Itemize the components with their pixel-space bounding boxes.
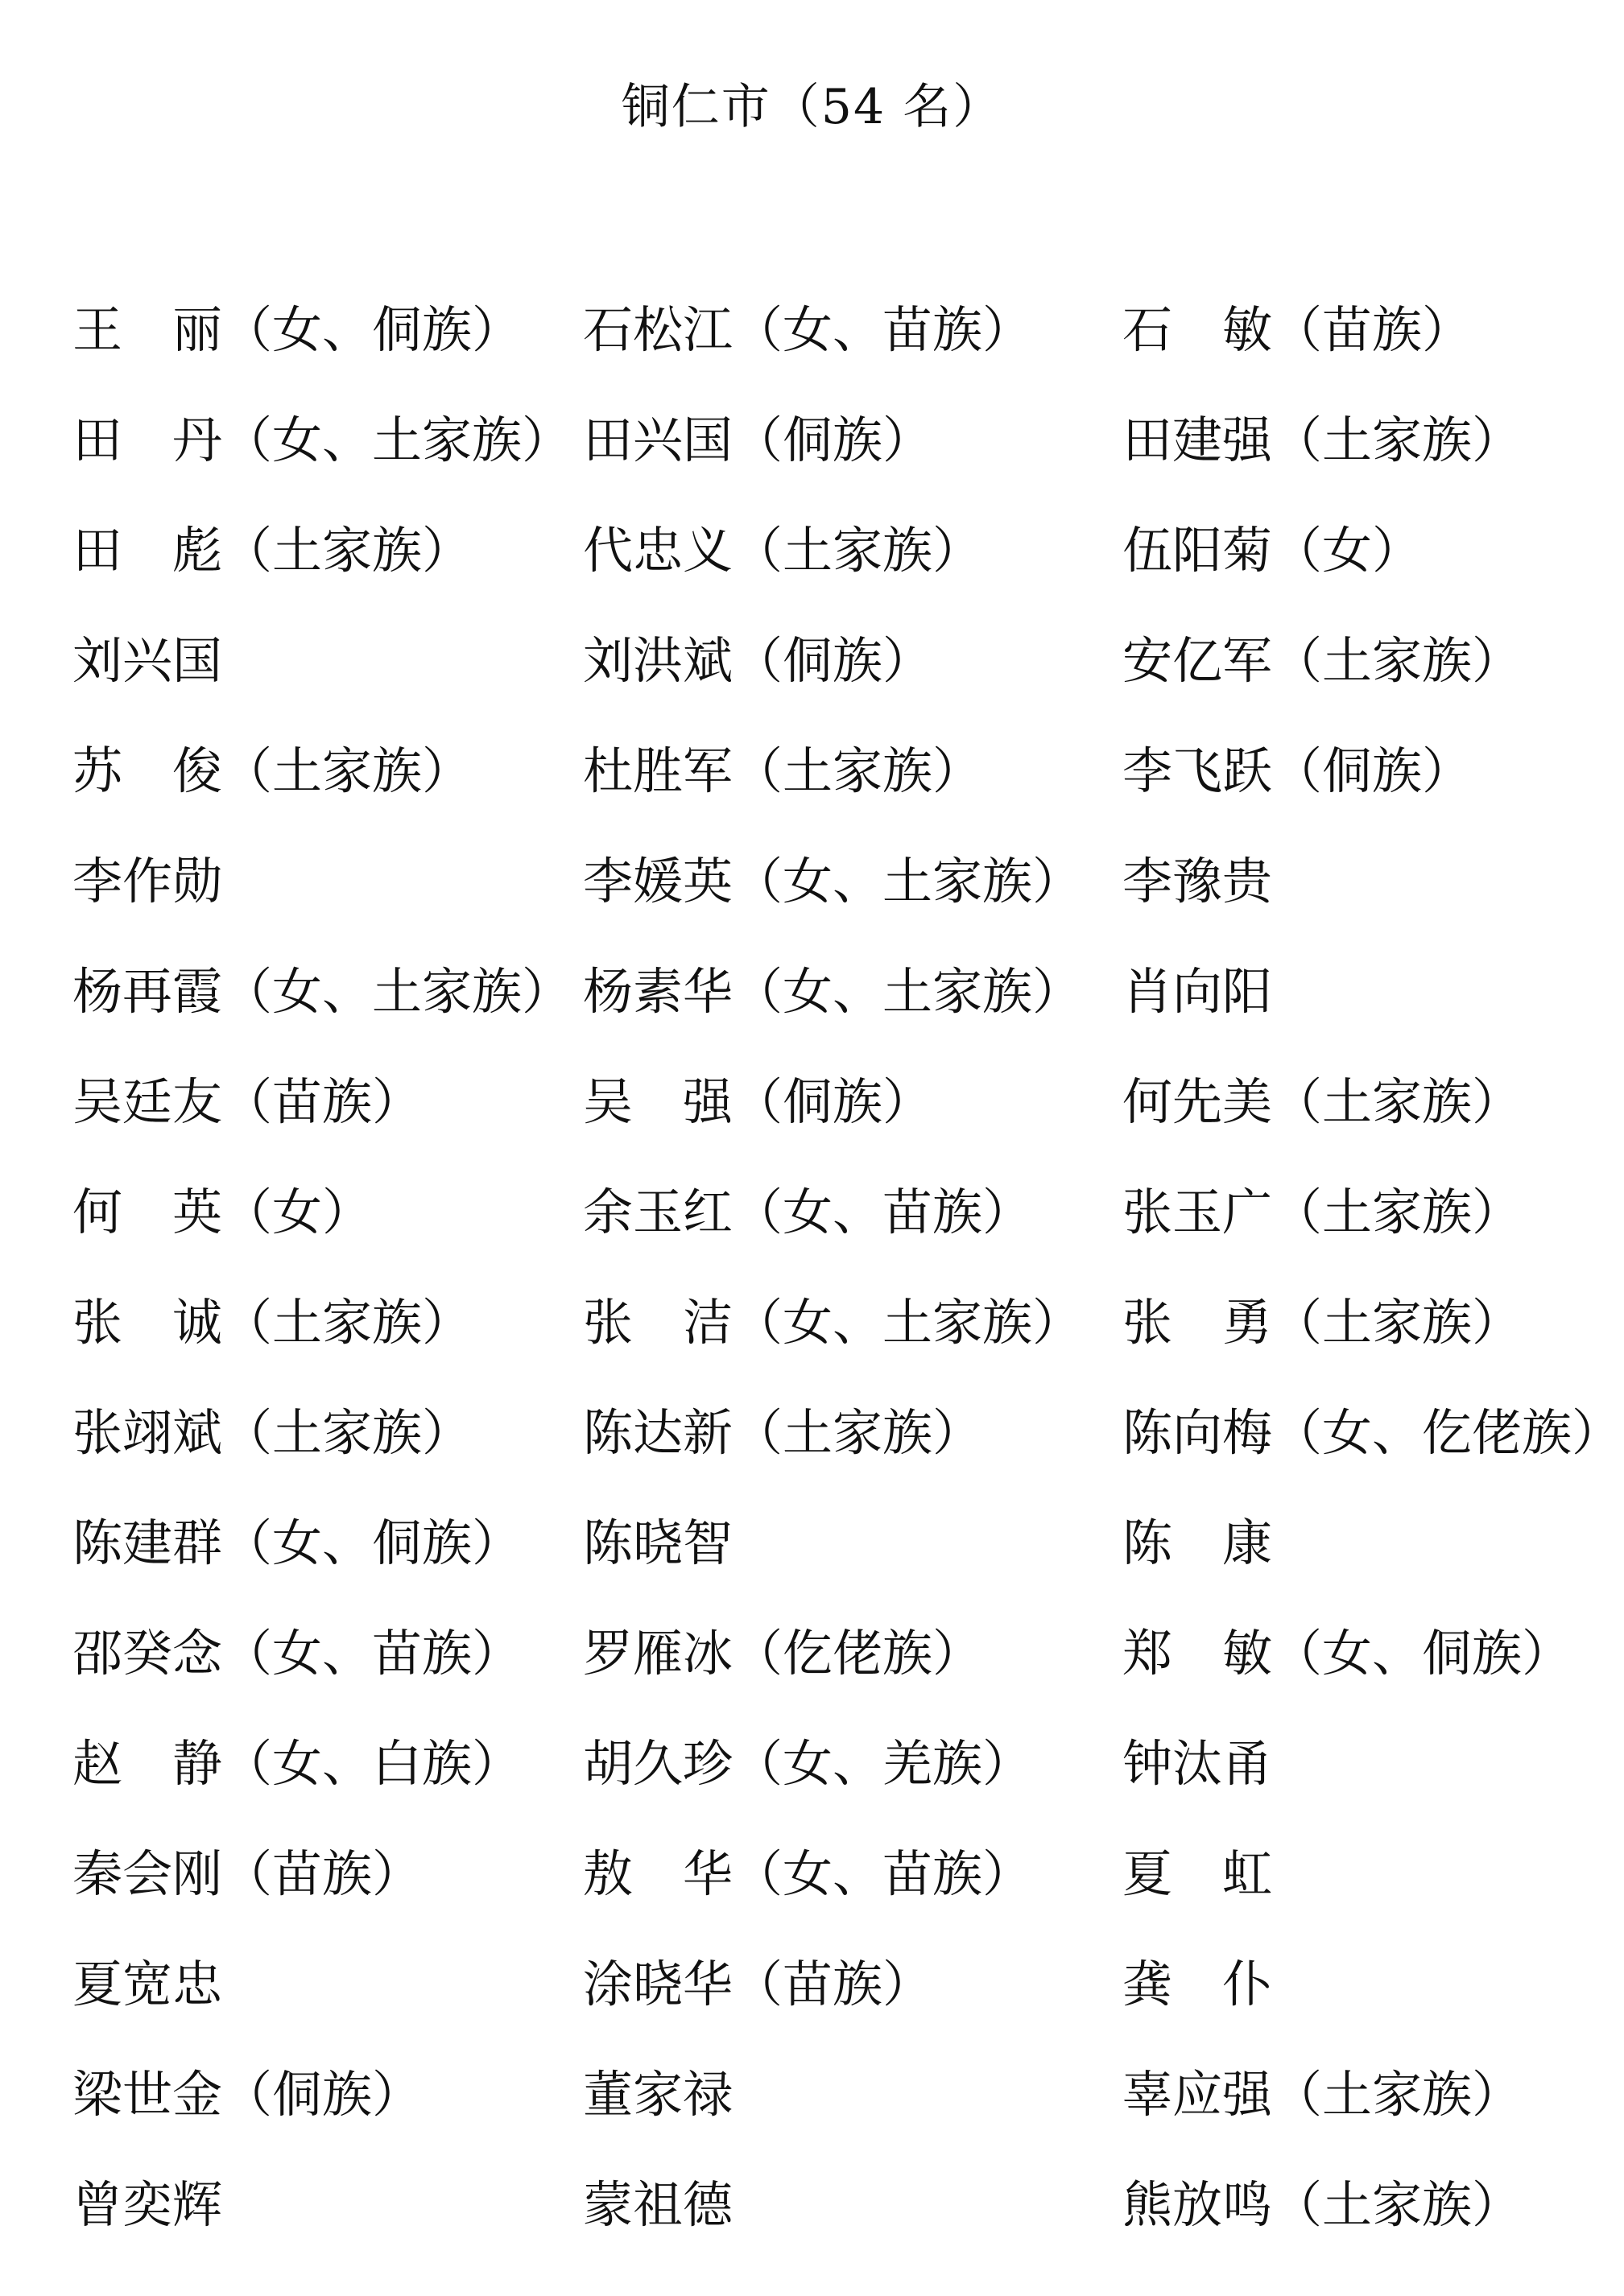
name-entry: 熊放鸣（土家族） xyxy=(1122,2175,1523,2234)
name-entry: 肖向阳 xyxy=(1122,962,1273,1021)
name-entry: 秦会刚（苗族） xyxy=(72,1844,423,1903)
name-entry: 田建强（土家族） xyxy=(1122,411,1523,469)
name-entry: 刘洪斌（侗族） xyxy=(583,631,933,690)
name-entry: 代忠义（土家族） xyxy=(583,521,983,580)
name-entry: 王 丽（女、侗族） xyxy=(72,300,523,359)
name-entry: 石 敏（苗族） xyxy=(1122,300,1473,359)
name-entry: 陈晓智 xyxy=(583,1513,733,1572)
name-entry: 涂晓华（苗族） xyxy=(583,1955,933,2013)
name-entry: 张 洁（女、土家族） xyxy=(583,1293,1083,1352)
name-entry: 何 英（女） xyxy=(72,1183,373,1241)
name-entry: 陈 康 xyxy=(1122,1513,1273,1572)
name-entry: 邵癸念（女、苗族） xyxy=(72,1624,523,1683)
name-entry: 李豫贵 xyxy=(1122,852,1273,911)
name-entry: 梁世金（侗族） xyxy=(72,2065,423,2124)
name-entry: 郑 敏（女、侗族） xyxy=(1122,1624,1572,1683)
name-entry: 张 勇（土家族） xyxy=(1122,1293,1523,1352)
name-entry: 伍阳菊（女） xyxy=(1122,521,1423,580)
name-entry: 田 丹（女、土家族） xyxy=(72,411,572,469)
name-entry: 陈向梅（女、仡佬族） xyxy=(1122,1403,1622,1462)
name-entry: 杨素华（女、土家族） xyxy=(583,962,1083,1021)
name-entry: 张玉广（土家族） xyxy=(1122,1183,1523,1241)
name-entry: 苏 俊（土家族） xyxy=(72,741,473,800)
name-entry: 吴廷友（苗族） xyxy=(72,1072,423,1131)
name-entry: 余玉红（女、苗族） xyxy=(583,1183,1033,1241)
name-entry: 刘兴国 xyxy=(72,631,223,690)
name-list xyxy=(72,294,1622,2279)
name-entry: 杨再霞（女、土家族） xyxy=(72,962,572,1021)
name-entry: 安亿军（土家族） xyxy=(1122,631,1523,690)
name-entry: 陈建群（女、侗族） xyxy=(72,1513,523,1572)
name-entry: 胡久珍（女、羌族） xyxy=(583,1734,1033,1793)
name-entry: 石松江（女、苗族） xyxy=(583,300,1033,359)
document-title: 铜仁市（54 名） xyxy=(621,79,1003,135)
name-entry: 张 诚（土家族） xyxy=(72,1293,473,1352)
name-entry: 张翊斌（土家族） xyxy=(72,1403,473,1462)
name-entry: 何先美（土家族） xyxy=(1122,1072,1523,1131)
name-entry: 赵 静（女、白族） xyxy=(72,1734,523,1793)
name-entry: 龚 仆 xyxy=(1122,1955,1273,2013)
name-entry: 李作勋 xyxy=(72,852,223,911)
name-entry: 罗雁冰（仡佬族） xyxy=(583,1624,983,1683)
name-entry: 夏 虹 xyxy=(1122,1844,1273,1903)
name-entry: 陈达新（土家族） xyxy=(583,1403,983,1462)
name-entry: 蒙祖德 xyxy=(583,2175,733,2234)
name-entry: 曾奕辉 xyxy=(72,2175,223,2234)
name-entry: 钟汰甬 xyxy=(1122,1734,1273,1793)
name-entry: 田 彪（土家族） xyxy=(72,521,473,580)
name-entry: 李媛英（女、土家族） xyxy=(583,852,1083,911)
name-entry: 董家禄 xyxy=(583,2065,733,2124)
name-entry: 辜应强（土家族） xyxy=(1122,2065,1523,2124)
name-entry: 夏宽忠 xyxy=(72,1955,223,2013)
name-entry: 杜胜军（土家族） xyxy=(583,741,983,800)
name-entry: 吴 强（侗族） xyxy=(583,1072,933,1131)
name-entry: 李飞跃（侗族） xyxy=(1122,741,1473,800)
name-entry: 敖 华（女、苗族） xyxy=(583,1844,1033,1903)
name-entry: 田兴国（侗族） xyxy=(583,411,933,469)
